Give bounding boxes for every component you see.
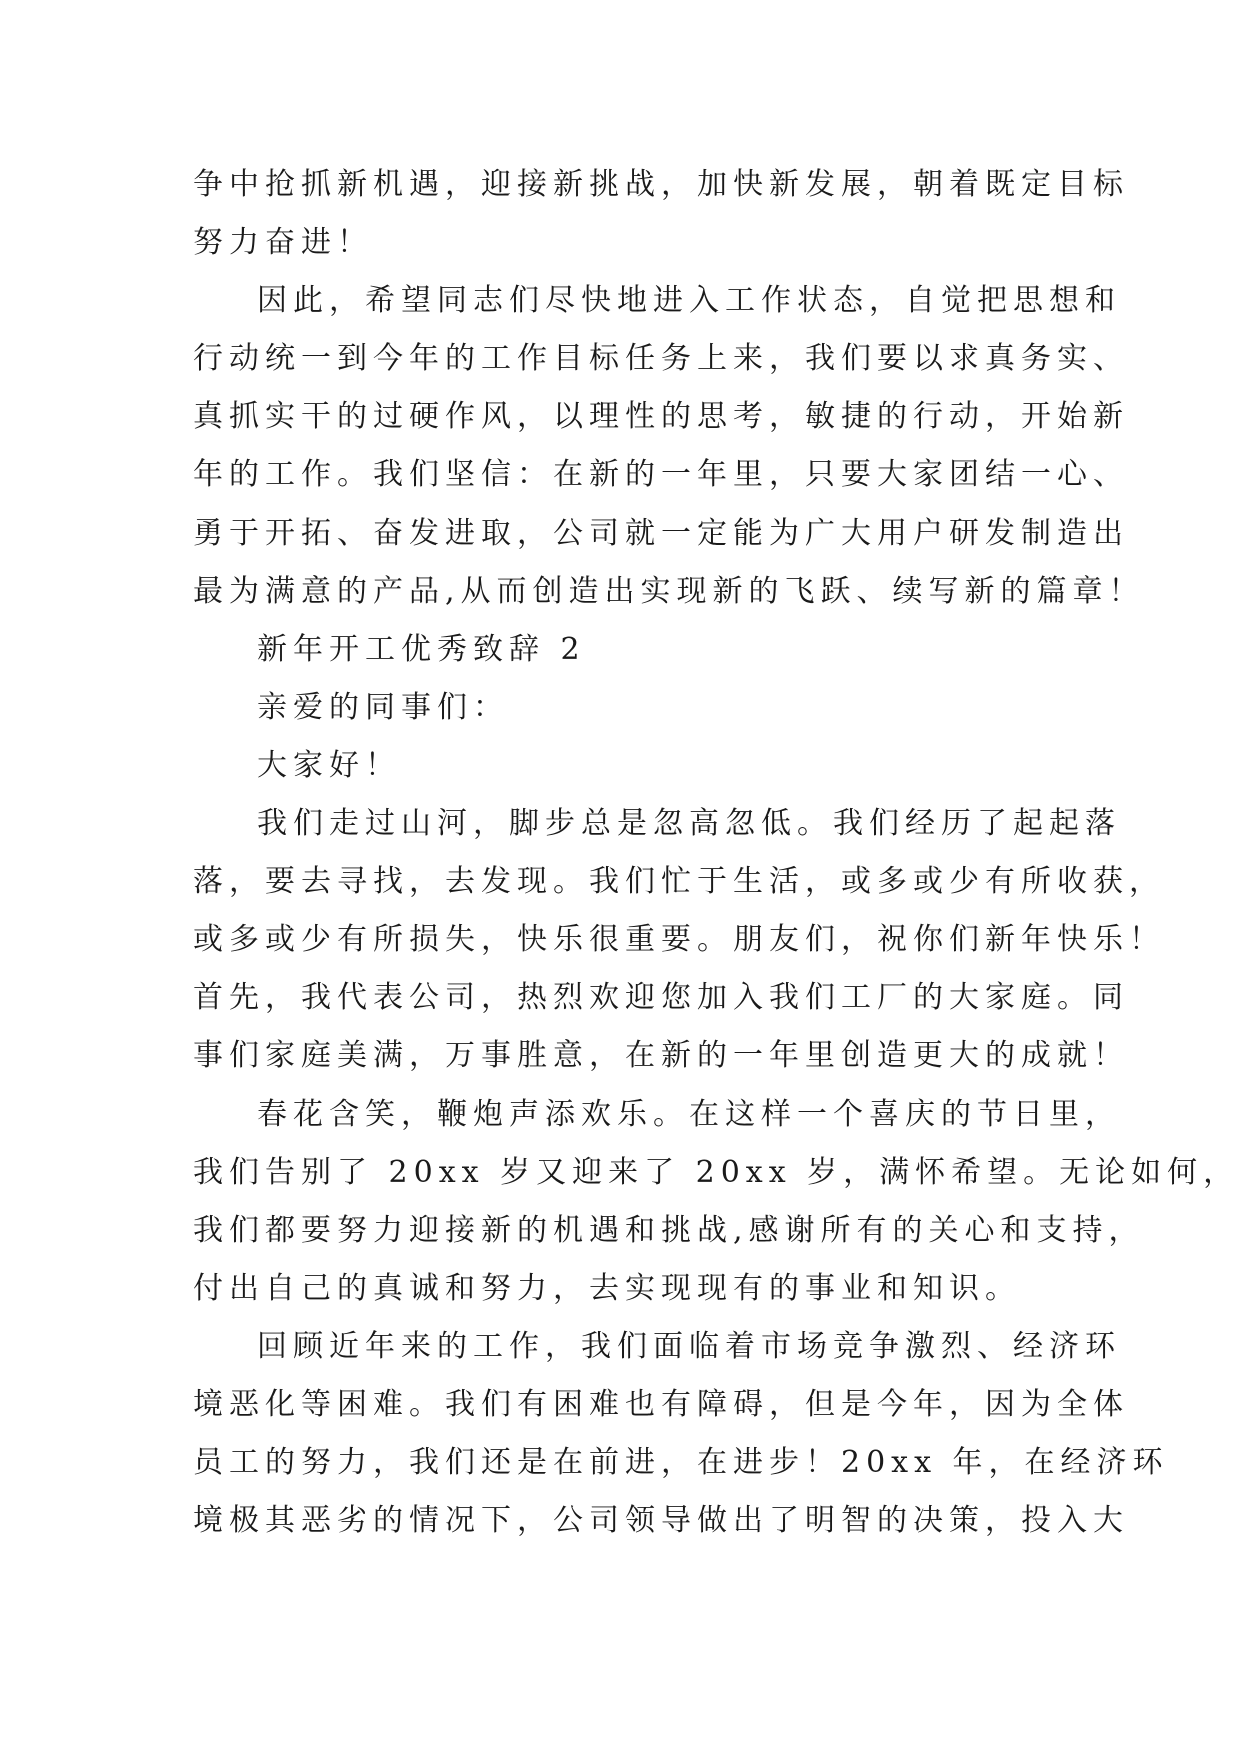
paragraph-start-line: 因此，希望同志们尽快地进入工作状态，自觉把思想和	[257, 283, 1121, 319]
text-line: 我们都要努力迎接新的机遇和挑战,感谢所有的关心和支持，	[193, 1212, 1145, 1248]
text-line: 争中抢抓新机遇，迎接新挑战，加快新发展，朝着既定目标	[193, 167, 1129, 202]
text-line: 努力奋进！	[193, 225, 373, 261]
text-line: 境极其恶劣的情况下，公司领导做出了明智的决策，投入大	[193, 1503, 1129, 1539]
text-line: 境恶化等困难。我们有困难也有障碍，但是今年，因为全体	[193, 1386, 1129, 1422]
text-line: 真抓实干的过硬作风，以理性的思考，敏捷的行动，开始新	[193, 399, 1129, 435]
text-line: 员工的努力，我们还是在前进，在进步！20xx 年，在经济环	[193, 1445, 1169, 1481]
text-line: 落，要去寻找，去发现。我们忙于生活，或多或少有所收获，	[193, 864, 1165, 900]
section-heading: 新年开工优秀致辞 2	[257, 631, 586, 667]
text-line: 付出自己的真诚和努力，去实现现有的事业和知识。	[193, 1270, 1021, 1306]
text-line: 勇于开拓、奋发进取，公司就一定能为广大用户研发制造出	[193, 515, 1129, 551]
paragraph-start-line: 春花含笑，鞭炮声添欢乐。在这样一个喜庆的节日里，	[257, 1096, 1121, 1132]
paragraph-start-line: 我们走过山河，脚步总是忽高忽低。我们经历了起起落	[257, 806, 1121, 842]
greeting-line: 大家好！	[257, 747, 401, 783]
text-line: 我们告别了 20xx 岁又迎来了 20xx 岁，满怀希望。无论如何，	[193, 1154, 1240, 1190]
text-line: 最为满意的产品,从而创造出实现新的飞跃、续写新的篇章！	[193, 573, 1145, 609]
text-line: 行动统一到今年的工作目标任务上来，我们要以求真务实、	[193, 341, 1129, 377]
text-line: 或多或少有所损失，快乐很重要。朋友们，祝你们新年快乐！	[193, 922, 1165, 958]
text-line: 年的工作。我们坚信：在新的一年里，只要大家团结一心、	[193, 457, 1129, 493]
text-line: 事们家庭美满，万事胜意，在新的一年里创造更大的成就！	[193, 1038, 1129, 1074]
paragraph-start-line: 回顾近年来的工作，我们面临着市场竞争激烈、经济环	[257, 1328, 1121, 1364]
text-line: 首先，我代表公司，热烈欢迎您加入我们工厂的大家庭。同	[193, 980, 1129, 1016]
document-body	[193, 156, 1240, 1550]
salutation-line: 亲爱的同事们：	[257, 689, 509, 725]
